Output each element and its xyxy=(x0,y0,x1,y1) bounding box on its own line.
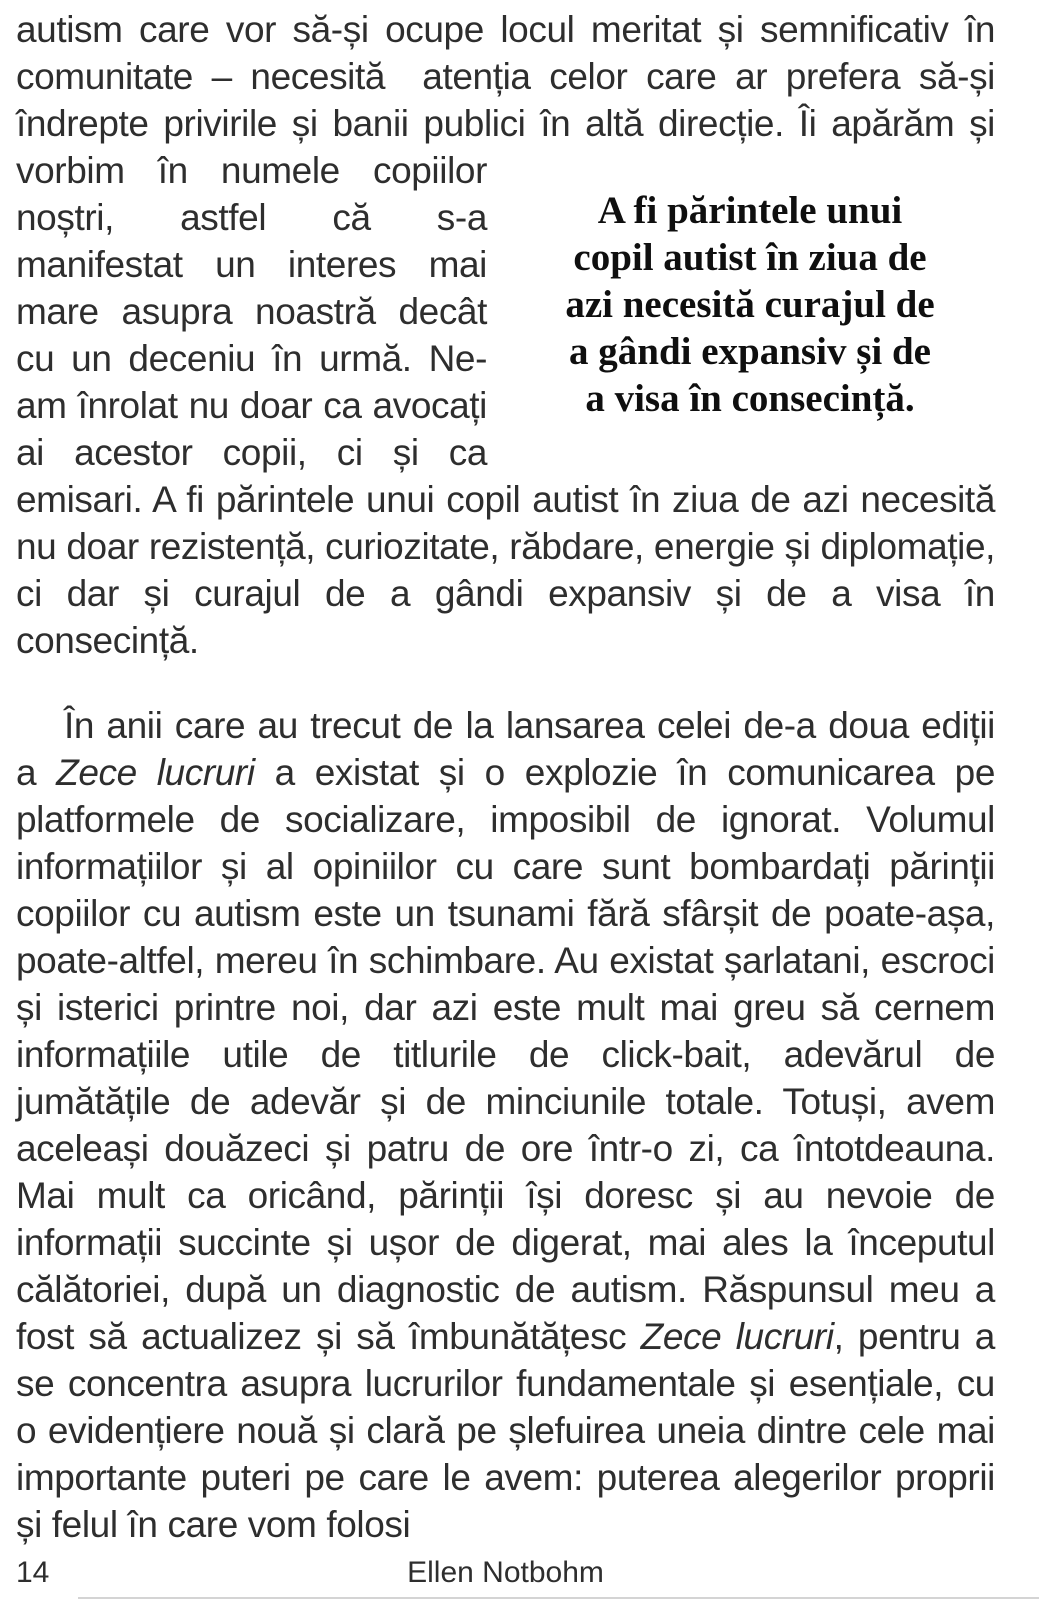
paragraph-1 xyxy=(16,6,995,664)
paragraph-2-middle: a existat și o explozie în comunicarea pe platformele de socializare, imposibil de ignorat. Volumul informațiilor și al opiniilor cu care sunt bombardați părinții copiilor cu autism este un tsunami fără sfârșit de poate-așa, poate-altfel, mereu în schimbare. Au existat șarlatani, escroci și isterici printre noi, dar azi este mult mai greu să cernem informațiile utile de titlurile de click-bait, adevărul de jumătățile de adevăr și de minciunile totale. Totuși, avem aceleași douăzeci și patru de ore într-o zi, ca întotdeauna. Mai mult ca oricând, părinții își doresc și au nevoie de informații succinte și ușor de digerat, mai ales la începutul călătoriei, după un diagnostic de autism. Răspunsul meu a fost să actualizez și să îmbunătățesc xyxy=(16,752,996,1357)
paragraph-2 xyxy=(16,702,995,1548)
book-title-reference: Zece lucruri xyxy=(640,1316,834,1357)
page-number: 14 xyxy=(16,1556,50,1589)
pull-quote-line: A fi părintele unui xyxy=(597,189,903,232)
pull-quote-line: copil autist în ziua de xyxy=(573,236,927,279)
paragraph-2-ending: , pentru a se concentra asupra lucrurilor fundamentale și esențiale, cu o evidențiere nouă și clară pe șlefuirea uneia dintre cele mai importante puteri pe care le avem: puterea alegerilor proprii și felul în care vom folosi xyxy=(16,1316,995,1545)
paragraph-2-intro: În anii care au trecut de la lansarea celei de-a doua ediții a xyxy=(16,705,995,793)
page-footer xyxy=(16,1556,995,1590)
pull-quote-line: azi necesită curajul de xyxy=(565,283,935,326)
pull-quote xyxy=(505,187,995,422)
running-footer-author: Ellen Notbohm xyxy=(407,1556,604,1589)
page-edge-line xyxy=(78,1597,1039,1599)
paragraph-1-text-after-quote: și vorbim în numele copiilor noștri, astfel că s-a manifestat un interes mai mare asupra noastră decât cu un deceniu în urmă. Ne-am înrolat nu doar ca avocați ai acestor copii, ci și ca emisari. A fi părintele unui copil autist în ziua de azi necesită nu doar rezistență, curiozitate, răbdare, energie și diplomație, ci dar și curajul de a gândi expansiv și de a visa în consecință. xyxy=(16,103,995,661)
book-title-reference: Zece lucruri xyxy=(56,752,255,793)
pull-quote-line: a visa în consecință. xyxy=(585,377,915,420)
pull-quote-line: a gândi expansiv și de xyxy=(569,330,931,373)
paragraph-1-text-before-quote: autism care vor să-și ocupe locul meritat și semnificativ în comunitate – necesită atenția celor care ar prefera să-și îndrepte privirile și banii publici în altă direcție. Îi apărăm xyxy=(16,9,995,144)
